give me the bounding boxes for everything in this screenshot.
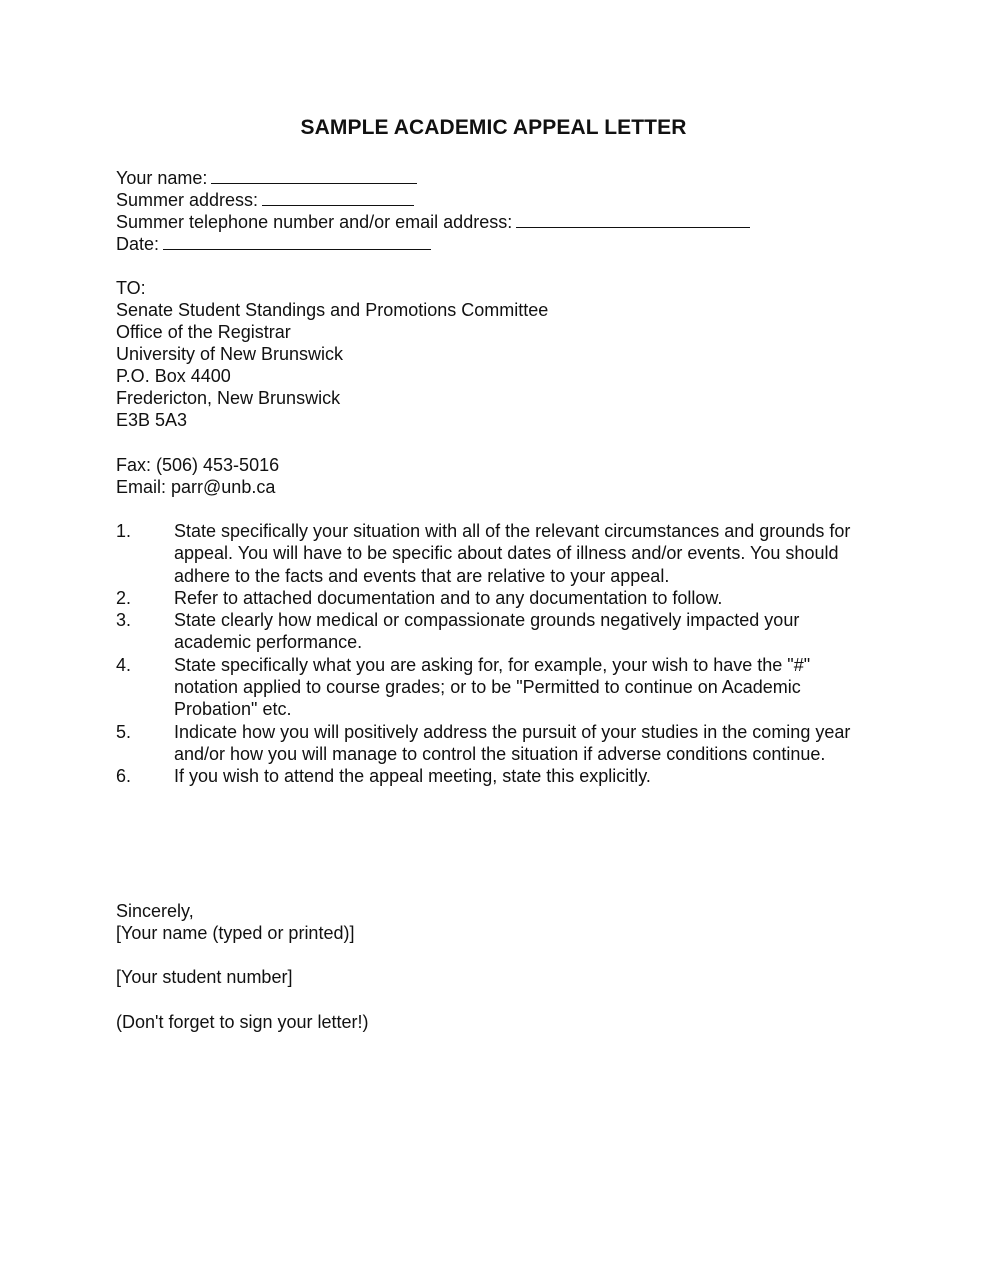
list-number: 3. (116, 610, 132, 631)
list-number: 2. (116, 587, 132, 608)
list-text: State specifically your situation with all of the relevant circumstances and grounds for appeal. You will have to be specific about dates of illness and/or events. You should adhere to the facts and events that are relative to your appeal. (174, 521, 851, 586)
list-text: Indicate how you will positively address the pursuit of your studies in the coming year and/or how you will manage to control the situation if adverse conditions continue. (174, 721, 851, 764)
list-text: If you wish to attend the appeal meeting, state this explicitly. (174, 766, 651, 787)
list-text: State clearly how medical or compassionate grounds negatively impacted your academic performance. (174, 610, 800, 653)
recipient-line: Fredericton, New Brunswick (116, 388, 341, 408)
list-number: 1. (116, 521, 132, 541)
field-your-name (116, 166, 417, 189)
field-label: Summer telephone number and/or email address: (116, 212, 513, 232)
closing-student-number: [Your student number] (116, 967, 293, 987)
field-label: Summer address: (116, 190, 259, 210)
closing-reminder: (Don't forget to sign your letter!) (116, 1012, 369, 1032)
field-date (116, 232, 431, 255)
list-item (116, 609, 876, 654)
closing-name-placeholder: [Your name (typed or printed)] (116, 923, 355, 943)
list-number: 4. (116, 654, 132, 675)
page-title: SAMPLE ACADEMIC APPEAL LETTER (300, 116, 687, 139)
fax-number: Fax: (506) 453-5016 (116, 455, 280, 475)
list-item (116, 520, 876, 587)
field-summer-contact (116, 210, 750, 233)
list-number: 6. (116, 766, 132, 787)
blank-line (163, 232, 431, 250)
recipient-line: Senate Student Standings and Promotions Committee (116, 300, 549, 320)
recipient-line: P.O. Box 4400 (116, 366, 231, 386)
blank-line (211, 166, 417, 184)
recipient-line: E3B 5A3 (116, 410, 188, 430)
blank-line (516, 210, 750, 228)
blank-line (262, 188, 414, 206)
field-label: Date: (116, 234, 160, 254)
list-number: 5. (116, 721, 132, 742)
list-text: State specifically what you are asking for, for example, your wish to have the "#" notation applied to course grades; or to be "Permitted to continue on Academic Probation" etc. (174, 654, 811, 720)
to-label: TO: (116, 278, 146, 298)
field-label: Your name: (116, 168, 208, 188)
closing-sincerely: Sincerely, (116, 901, 194, 921)
recipient-line: University of New Brunswick (116, 344, 344, 364)
list-item (116, 587, 876, 609)
recipient-line: Office of the Registrar (116, 322, 291, 342)
list-item (116, 721, 876, 766)
list-text: Refer to attached documentation and to any documentation to follow. (174, 587, 723, 608)
email-address: Email: parr@unb.ca (116, 477, 276, 497)
list-item (116, 654, 876, 721)
field-summer-address (116, 188, 414, 211)
instructions-list (116, 520, 876, 788)
list-item (116, 765, 876, 787)
